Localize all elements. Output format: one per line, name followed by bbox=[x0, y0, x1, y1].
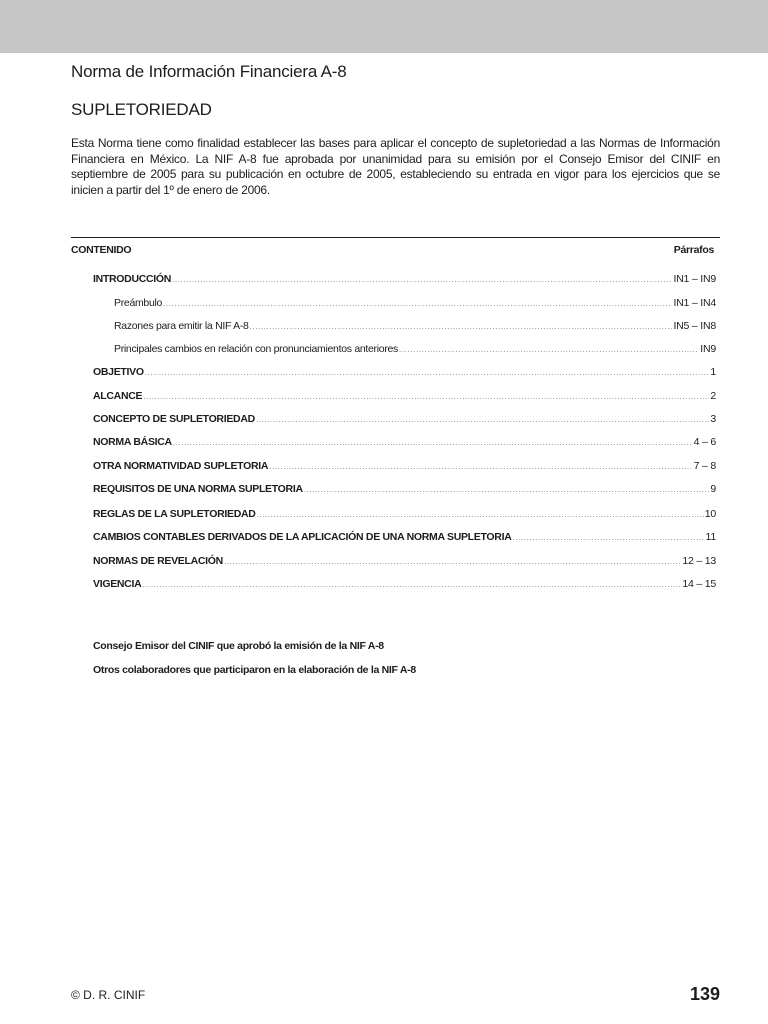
toc-entry[interactable] bbox=[93, 436, 716, 452]
leader-dots bbox=[172, 275, 672, 284]
leader-dots bbox=[304, 485, 710, 494]
toc-entry-paragraphs: IN1 – IN4 bbox=[673, 297, 716, 309]
top-gray-band bbox=[0, 0, 768, 53]
toc-entry-label: VIGENCIA bbox=[93, 578, 142, 590]
toc-entry[interactable] bbox=[93, 555, 716, 571]
intro-paragraph: Esta Norma tiene como finalidad establecer las bases para aplicar el concepto de supletoriedad a las Normas de Información Financiera en México. La NIF A-8 fue aprobada por unanimidad para su emisión por el Consejo Emisor del CINIF en septiembre de 2005 para su publicación en octubre de 2005, estableciendo su entrada en vigor para los ejercicios que se inicien a partir del 1º de enero de 2006. bbox=[71, 136, 720, 197]
leader-dots bbox=[256, 415, 709, 424]
toc-entry[interactable] bbox=[93, 578, 716, 594]
copyright-notice: © D. R. CINIF bbox=[71, 988, 146, 1002]
toc-entry-label: NORMAS DE REVELACIÓN bbox=[93, 555, 223, 567]
toc-entry-label: OBJETIVO bbox=[93, 366, 144, 378]
toc-entry-paragraphs: 9 bbox=[710, 483, 716, 495]
leader-dots bbox=[250, 322, 673, 331]
toc-entry-label: Preámbulo bbox=[114, 297, 163, 309]
toc-entry[interactable] bbox=[93, 460, 716, 476]
toc-entry-paragraphs: 7 – 8 bbox=[693, 460, 716, 472]
toc-entry[interactable] bbox=[93, 366, 716, 382]
contents-heading: CONTENIDO bbox=[71, 244, 132, 256]
toc-entry-label: REGLAS DE LA SUPLETORIEDAD bbox=[93, 508, 256, 520]
toc-entry[interactable] bbox=[93, 273, 716, 289]
leader-dots bbox=[142, 580, 681, 589]
toc-entry-label: Principales cambios en relación con pronunciamientos anteriores bbox=[114, 343, 399, 355]
toc-entry-paragraphs: 4 – 6 bbox=[693, 436, 716, 448]
toc-entry-label: Razones para emitir la NIF A-8 bbox=[114, 320, 249, 332]
toc-entry-paragraphs: 10 bbox=[704, 508, 716, 520]
toc-entry-paragraphs: 1 bbox=[710, 366, 716, 378]
toc-entry-paragraphs: 3 bbox=[710, 413, 716, 425]
toc-entry-label: CAMBIOS CONTABLES DERIVADOS DE LA APLICACIÓN DE UNA NORMA SUPLETORIA bbox=[93, 531, 512, 543]
toc-entry-label: REQUISITOS DE UNA NORMA SUPLETORIA bbox=[93, 483, 303, 495]
extra-entry-otros-colaboradores[interactable]: Otros colaboradores que participaron en la elaboración de la NIF A-8 bbox=[93, 664, 416, 676]
leader-dots bbox=[269, 462, 692, 471]
toc-entry-paragraphs: IN1 – IN9 bbox=[673, 273, 716, 285]
toc-entry-label: OTRA NORMATIVIDAD SUPLETORIA bbox=[93, 460, 269, 472]
page-number: 139 bbox=[689, 984, 720, 1004]
toc-entry[interactable] bbox=[93, 483, 716, 499]
toc-subentry[interactable] bbox=[114, 320, 716, 336]
leader-dots bbox=[224, 557, 681, 566]
document-title: Norma de Información Financiera A-8 bbox=[71, 62, 347, 81]
toc-entry-paragraphs: 2 bbox=[710, 390, 716, 402]
leader-dots bbox=[399, 345, 699, 354]
leader-dots bbox=[257, 510, 704, 519]
leader-dots bbox=[143, 392, 709, 401]
toc-entry-paragraphs: 12 – 13 bbox=[682, 555, 716, 567]
toc-subentry[interactable] bbox=[114, 343, 716, 359]
toc-entry-paragraphs: IN9 bbox=[700, 343, 716, 355]
toc-entry-paragraphs: IN5 – IN8 bbox=[673, 320, 716, 332]
toc-entry-paragraphs: 11 bbox=[705, 531, 716, 543]
toc-entry-label: CONCEPTO DE SUPLETORIEDAD bbox=[93, 413, 255, 425]
contents-divider bbox=[71, 237, 720, 238]
toc-entry-label: ALCANCE bbox=[93, 390, 143, 402]
paragraphs-heading: Párrafos bbox=[673, 244, 714, 256]
toc-entry-paragraphs: 14 – 15 bbox=[682, 578, 716, 590]
leader-dots bbox=[145, 368, 710, 377]
leader-dots bbox=[173, 438, 693, 447]
toc-entry[interactable] bbox=[93, 413, 716, 429]
toc-entry-label: NORMA BÁSICA bbox=[93, 436, 172, 448]
section-title: SUPLETORIEDAD bbox=[71, 100, 212, 119]
extra-entry-consejo-emisor[interactable]: Consejo Emisor del CINIF que aprobó la emisión de la NIF A-8 bbox=[93, 640, 384, 652]
toc-subentry[interactable] bbox=[114, 297, 716, 313]
toc-entry[interactable] bbox=[93, 508, 716, 524]
leader-dots bbox=[163, 299, 672, 308]
leader-dots bbox=[512, 533, 704, 542]
toc-entry-label: INTRODUCCIÓN bbox=[93, 273, 172, 285]
toc-entry[interactable] bbox=[93, 531, 716, 547]
toc-entry[interactable] bbox=[93, 390, 716, 406]
